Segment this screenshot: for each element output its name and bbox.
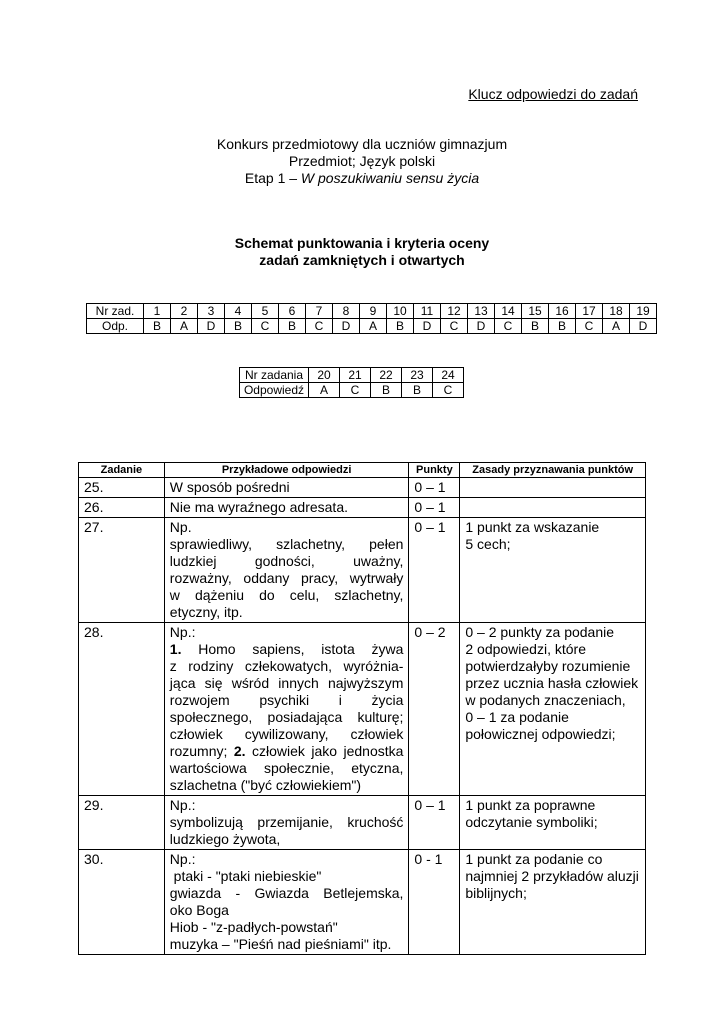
stage-title (0, 170, 724, 187)
task-number-cell: 19 (630, 304, 657, 319)
task-number-cell: 8 (333, 304, 360, 319)
answer-cell: A (309, 383, 340, 398)
answer-cell: C (441, 319, 468, 334)
task-number-cell: 15 (522, 304, 549, 319)
task-number: 26. (79, 498, 165, 518)
example-answer (164, 850, 409, 955)
schema-heading (0, 235, 724, 269)
answer-line: jąca się wśród innych najwyższym (169, 675, 404, 691)
answer-cell: A (171, 319, 198, 334)
answer-line (170, 743, 404, 760)
answer-line-text: człowiek jako jednostka (252, 743, 404, 759)
task-number-cell: 23 (402, 368, 433, 383)
answer-cell: C (252, 319, 279, 334)
points: 0 – 1 (409, 478, 460, 498)
task-number-cell: 10 (387, 304, 414, 319)
rule-line: 0 – 1 za podanie (465, 709, 569, 725)
task-number: 29. (79, 796, 165, 850)
task-number: 28. (79, 623, 165, 796)
answer-cell: D (630, 319, 657, 334)
answer-cell: B (144, 319, 171, 334)
answer-line-text: rozumny; (169, 743, 228, 759)
answer-line: Np.: (169, 624, 196, 640)
answer-line: ludzkiej godności, uważny, (169, 553, 404, 569)
closed-answers-table-1 (86, 303, 657, 334)
answer-line: rozważny, oddany pracy, wytrwały (169, 570, 404, 586)
answer-cell: C (340, 383, 371, 398)
answer-line: wartościowa społecznie, etyczna, (169, 760, 404, 776)
answer-line: oko Boga (169, 902, 229, 918)
answer-line: Np.: (169, 851, 196, 867)
answer-line: szlachetna ("być człowiekiem") (169, 777, 362, 793)
example-answer (164, 498, 409, 518)
answer-line: rozwojem psychiki i życia (169, 692, 404, 708)
row-label: Odpowiedź (240, 383, 309, 398)
task-number-cell: 22 (371, 368, 402, 383)
answer-cell: B (549, 319, 576, 334)
answer-line: Np. (169, 519, 192, 535)
table-row (79, 796, 646, 850)
row-label: Nr zad. (87, 304, 144, 319)
table-row (79, 478, 646, 498)
task-number-cell: 13 (468, 304, 495, 319)
task-number-cell: 9 (360, 304, 387, 319)
task-number: 27. (79, 518, 165, 623)
table-row (87, 319, 657, 334)
answer-cell: B (279, 319, 306, 334)
table-row (240, 383, 464, 398)
subject-title: Przedmiot; Język polski (288, 153, 436, 169)
answer-line: Nie ma wyraźnego adresata. (169, 499, 348, 515)
answer-line: ludzkiego żywota, (169, 831, 281, 847)
answer-cell: D (414, 319, 441, 334)
document-titles (0, 136, 724, 187)
answer-line: ptaki - "ptaki niebieskie" (169, 868, 322, 884)
schema-heading-line2: zadań zamkniętych i otwartych (259, 252, 465, 268)
answer-line: W sposób pośredni (169, 479, 290, 495)
answer-cell: B (371, 383, 402, 398)
rule-line: najmniej 2 przykładów aluzji (465, 868, 639, 884)
row-label: Odp. (87, 319, 144, 334)
answer-cell: C (576, 319, 603, 334)
scoring-rules (460, 850, 646, 955)
rule-line: 1 punkt za wskazanie (465, 519, 600, 535)
answer-line: symbolizują przemijanie, kruchość (169, 814, 404, 830)
rule-line: 1 punkt za poprawne (465, 797, 596, 813)
table-row (79, 498, 646, 518)
header-points: Punkty (409, 463, 460, 478)
example-answer (164, 796, 409, 850)
scoring-rules (460, 498, 646, 518)
example-answer (164, 478, 409, 498)
answer-cell: A (360, 319, 387, 334)
rule-line: 1 punkt za podanie co (465, 851, 603, 867)
answer-cell: B (225, 319, 252, 334)
scoring-rules (460, 478, 646, 498)
answer-cell: C (433, 383, 464, 398)
answer-line-text: Homo sapiens, istota żywa (198, 641, 404, 657)
task-number-cell: 7 (306, 304, 333, 319)
points: 0 – 1 (409, 518, 460, 623)
task-number-cell: 17 (576, 304, 603, 319)
header-rules: Zasady przyznawania punktów (460, 463, 646, 478)
answer-cell: D (333, 319, 360, 334)
answer-cell: B (522, 319, 549, 334)
rule-line: 2 odpowiedzi, które (465, 641, 586, 657)
points: 0 – 2 (409, 623, 460, 796)
rule-line: połowicznej odpowiedzi; (465, 726, 616, 742)
answer-line: muzyka – "Pieśń nad pieśniami" itp. (169, 936, 392, 952)
header-task: Zadanie (79, 463, 165, 478)
scoring-rules (460, 518, 646, 623)
item-marker: 2. (233, 743, 246, 759)
task-number-cell: 1 (144, 304, 171, 319)
task-number: 25. (79, 478, 165, 498)
task-number-cell: 6 (279, 304, 306, 319)
example-answer (164, 518, 409, 623)
answer-cell: C (495, 319, 522, 334)
task-number-cell: 4 (225, 304, 252, 319)
answer-cell: C (306, 319, 333, 334)
schema-heading-line1: Schemat punktowania i kryteria oceny (234, 235, 490, 251)
stage-theme: W poszukiwaniu sensu życia (300, 170, 480, 186)
example-answer (164, 623, 409, 796)
rule-line: potwierdzałyby rozumienie (465, 658, 631, 674)
answer-cell: B (387, 319, 414, 334)
scoring-rules (460, 796, 646, 850)
answer-line (170, 641, 404, 658)
rule-line: w podanych znaczeniach, (465, 692, 626, 708)
answer-line: gwiazda - Gwiazda Betlejemska, (169, 885, 404, 901)
rule-line: 5 cech; (465, 536, 511, 552)
task-number-cell: 16 (549, 304, 576, 319)
answer-line: z rodziny człekowatych, wyróżnia- (169, 658, 404, 674)
answer-line: społecznego, posiadająca kulturę; (169, 709, 404, 725)
task-number: 30. (79, 850, 165, 955)
table-row (240, 368, 464, 383)
answer-cell: D (198, 319, 225, 334)
task-number-cell: 2 (171, 304, 198, 319)
scoring-rules (460, 623, 646, 796)
table-row (79, 850, 646, 955)
answer-line: w dążeniu do celu, szlachetny, (169, 587, 404, 603)
table-header-row (79, 463, 646, 478)
rule-line: 0 – 2 punkty za podanie (465, 624, 615, 640)
task-number-cell: 14 (495, 304, 522, 319)
closed-answers-table-2 (239, 367, 464, 398)
stage-prefix: Etap 1 – (244, 170, 301, 186)
task-number-cell: 3 (198, 304, 225, 319)
row-label: Nr zadania (240, 368, 309, 383)
task-number-cell: 12 (441, 304, 468, 319)
header-answers: Przykładowe odpowiedzi (164, 463, 409, 478)
task-number-cell: 11 (414, 304, 441, 319)
task-number-cell: 18 (603, 304, 630, 319)
answer-key-title: Klucz odpowiedzi do zadań (468, 86, 638, 102)
open-tasks-table (78, 462, 646, 955)
answer-cell: D (468, 319, 495, 334)
table-row (79, 518, 646, 623)
answer-line: etyczny, itp. (169, 604, 243, 620)
answer-cell: A (603, 319, 630, 334)
rule-line: odczytanie symboliki; (465, 814, 598, 830)
answer-line: Hiob - "z-padłych-powstań" (169, 919, 338, 935)
table-row (87, 304, 657, 319)
table-row (79, 623, 646, 796)
task-number-cell: 5 (252, 304, 279, 319)
rule-line: biblijnych; (465, 885, 527, 901)
item-marker: 1. (169, 641, 182, 657)
points: 0 – 1 (409, 796, 460, 850)
task-number-cell: 20 (309, 368, 340, 383)
task-number-cell: 21 (340, 368, 371, 383)
answer-line: człowiek cywilizowany, człowiek (169, 726, 404, 742)
answer-line: Np.: (169, 797, 196, 813)
contest-title: Konkurs przedmiotowy dla uczniów gimnazjum (216, 136, 508, 152)
points: 0 – 1 (409, 498, 460, 518)
rule-line: przez ucznia hasła człowiek (465, 675, 639, 691)
points: 0 - 1 (409, 850, 460, 955)
answer-line: sprawiedliwy, szlachetny, pełen (169, 536, 404, 552)
answer-cell: B (402, 383, 433, 398)
task-number-cell: 24 (433, 368, 464, 383)
